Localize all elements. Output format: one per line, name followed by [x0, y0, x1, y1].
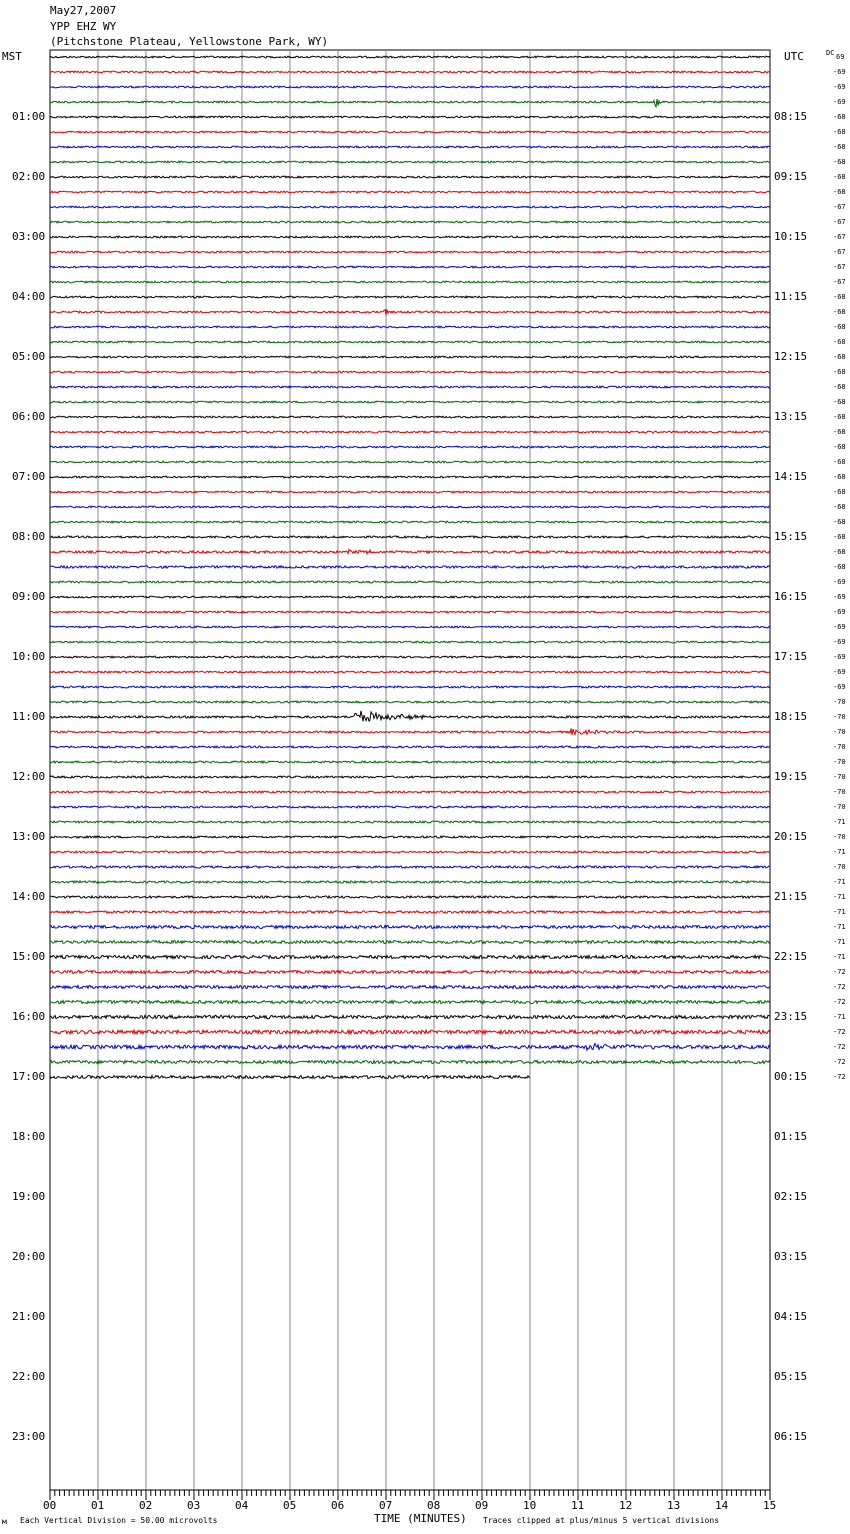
- trace-61: [50, 955, 770, 958]
- trace-16: [50, 281, 770, 283]
- trace-42: [50, 671, 770, 673]
- utc-axis-label: UTC: [784, 50, 804, 63]
- x-tick-label: 11: [571, 1499, 585, 1512]
- dc-offset-label: -71: [833, 923, 846, 931]
- utc-hour-label: 22:15: [774, 950, 808, 963]
- mst-hour-label: 15:00: [12, 950, 46, 963]
- trace-11: [50, 206, 770, 208]
- x-tick-label: 12: [619, 1499, 633, 1512]
- trace-37: [50, 596, 770, 598]
- chart-location: (Pitchstone Plateau, Yellowstone Park, WY): [50, 35, 329, 48]
- x-tick-label: 06: [331, 1499, 345, 1512]
- dc-offset-label: -68: [833, 143, 846, 151]
- dc-offset-label: -68: [833, 158, 846, 166]
- trace-20: [50, 341, 770, 343]
- trace-22: [50, 371, 770, 373]
- dc-offset-label: -67: [833, 263, 846, 271]
- trace-27: [50, 446, 770, 448]
- mst-hour-label: 06:00: [12, 410, 46, 423]
- trace-50: [50, 791, 770, 793]
- trace-8: [50, 161, 770, 163]
- trace-24: [50, 401, 770, 403]
- mst-hour-label: 23:00: [12, 1430, 46, 1443]
- utc-hour-label: 21:15: [774, 890, 808, 903]
- dc-offset-label: -67: [833, 278, 846, 286]
- utc-hour-label: 10:15: [774, 230, 808, 243]
- clip-note: Traces clipped at plus/minus 5 vertical divisions: [483, 1516, 720, 1525]
- trace-54: [50, 851, 770, 853]
- trace-34: [50, 549, 770, 553]
- dc-offset-label: -72: [833, 1073, 846, 1081]
- trace-52: [50, 821, 770, 823]
- utc-hour-label: 17:15: [774, 650, 808, 663]
- dc-offset-label: -70: [833, 803, 846, 811]
- dc-offset-label: -72: [833, 998, 846, 1006]
- trace-65: [50, 1015, 770, 1018]
- plot-frame: [50, 50, 770, 1490]
- trace-28: [50, 461, 770, 463]
- dc-offset-label: -68: [833, 113, 846, 121]
- utc-hour-label: 06:15: [774, 1430, 808, 1443]
- dc-offset-label: -68: [833, 443, 846, 451]
- dc-offset-label: -68: [833, 563, 846, 571]
- trace-30: [50, 491, 770, 493]
- mst-hour-label: 08:00: [12, 530, 46, 543]
- dc-offset-label: -69: [833, 623, 846, 631]
- trace-68: [50, 1060, 770, 1063]
- dc-offset-label: -72: [833, 1043, 846, 1051]
- dc-offset-label: -68: [833, 398, 846, 406]
- corner-mark: м: [2, 1517, 7, 1526]
- trace-58: [50, 911, 770, 913]
- dc-offset-label: -70: [833, 788, 846, 796]
- mst-hour-label: 01:00: [12, 110, 46, 123]
- trace-7: [50, 146, 770, 148]
- trace-2: [50, 71, 770, 73]
- dc-offset-label: 69: [836, 53, 845, 61]
- dc-offset-label: -68: [833, 548, 846, 556]
- dc-offset-label: -72: [833, 983, 846, 991]
- trace-31: [50, 506, 770, 508]
- trace-56: [50, 881, 770, 883]
- trace-48: [50, 761, 770, 763]
- trace-9: [50, 176, 770, 178]
- x-tick-label: 05: [283, 1499, 297, 1512]
- chart-date: May27,2007: [50, 4, 117, 17]
- dc-offset-label: -70: [833, 863, 846, 871]
- dc-offset-label: -71: [833, 908, 846, 916]
- utc-hour-label: 20:15: [774, 830, 808, 843]
- x-tick-label: 10: [523, 1499, 537, 1512]
- mst-hour-label: 21:00: [12, 1310, 46, 1323]
- dc-axis-label: DC: [826, 49, 835, 57]
- utc-hour-label: 05:15: [774, 1370, 808, 1383]
- trace-1: [50, 56, 770, 58]
- mst-hour-label: 02:00: [12, 170, 46, 183]
- trace-67: [50, 1044, 770, 1051]
- trace-4: [50, 99, 770, 107]
- trace-49: [50, 776, 770, 778]
- dc-offset-label: -69: [833, 668, 846, 676]
- dc-offset-label: -71: [833, 953, 846, 961]
- dc-offset-label: -68: [833, 353, 846, 361]
- trace-29: [50, 476, 770, 478]
- utc-hour-label: 19:15: [774, 770, 808, 783]
- x-axis-title: TIME (MINUTES): [374, 1512, 467, 1525]
- dc-offset-label: -68: [833, 458, 846, 466]
- trace-26: [50, 431, 770, 433]
- dc-offset-label: -68: [833, 518, 846, 526]
- trace-40: [50, 641, 770, 643]
- dc-offset-label: -71: [833, 1013, 846, 1021]
- dc-offset-label: -69: [833, 683, 846, 691]
- mst-hour-label: 22:00: [12, 1370, 46, 1383]
- trace-17: [50, 296, 770, 298]
- trace-66: [50, 1030, 770, 1034]
- dc-offset-label: -72: [833, 1058, 846, 1066]
- trace-3: [50, 86, 770, 88]
- trace-53: [50, 836, 770, 838]
- trace-59: [50, 926, 770, 929]
- trace-55: [50, 866, 770, 868]
- dc-offset-label: -69: [833, 68, 846, 76]
- dc-offset-label: -68: [833, 383, 846, 391]
- trace-21: [50, 356, 770, 358]
- trace-45: [50, 711, 770, 722]
- utc-hour-label: 15:15: [774, 530, 808, 543]
- dc-offset-label: -68: [833, 308, 846, 316]
- dc-offset-label: -71: [833, 893, 846, 901]
- utc-hour-label: 04:15: [774, 1310, 808, 1323]
- x-tick-label: 01: [91, 1499, 105, 1512]
- dc-offset-label: -67: [833, 233, 846, 241]
- trace-51: [50, 806, 770, 808]
- mst-hour-label: 19:00: [12, 1190, 46, 1203]
- mst-hour-label: 18:00: [12, 1130, 46, 1143]
- dc-offset-label: -69: [833, 83, 846, 91]
- utc-hour-label: 08:15: [774, 110, 808, 123]
- mst-hour-label: 14:00: [12, 890, 46, 903]
- dc-offset-label: -67: [833, 218, 846, 226]
- trace-33: [50, 536, 770, 538]
- x-tick-label: 00: [43, 1499, 57, 1512]
- dc-offset-label: -69: [833, 578, 846, 586]
- dc-offset-label: -67: [833, 248, 846, 256]
- dc-offset-label: -69: [833, 653, 846, 661]
- dc-offset-label: -68: [833, 533, 846, 541]
- trace-10: [50, 191, 770, 193]
- mst-hour-label: 03:00: [12, 230, 46, 243]
- x-tick-label: 14: [715, 1499, 729, 1512]
- dc-offset-label: -71: [833, 878, 846, 886]
- trace-32: [50, 521, 770, 523]
- dc-offset-label: -70: [833, 758, 846, 766]
- dc-offset-label: -69: [833, 593, 846, 601]
- trace-5: [50, 116, 770, 118]
- dc-offset-label: -70: [833, 773, 846, 781]
- trace-60: [50, 941, 770, 944]
- utc-hour-label: 09:15: [774, 170, 808, 183]
- dc-offset-label: -68: [833, 428, 846, 436]
- trace-38: [50, 611, 770, 613]
- utc-hour-label: 11:15: [774, 290, 808, 303]
- trace-47: [50, 746, 770, 748]
- dc-offset-label: -70: [833, 833, 846, 841]
- scale-note: Each Vertical Division = 50.00 microvolts: [20, 1516, 218, 1525]
- utc-hour-label: 14:15: [774, 470, 808, 483]
- trace-6: [50, 131, 770, 133]
- chart-station: YPP EHZ WY: [50, 20, 117, 33]
- trace-63: [50, 986, 770, 989]
- dc-offset-label: -72: [833, 968, 846, 976]
- trace-13: [50, 236, 770, 238]
- trace-39: [50, 626, 770, 628]
- x-tick-label: 07: [379, 1499, 393, 1512]
- trace-57: [50, 896, 770, 898]
- dc-offset-label: -72: [833, 1028, 846, 1036]
- mst-hour-label: 05:00: [12, 350, 46, 363]
- mst-hour-label: 10:00: [12, 650, 46, 663]
- trace-62: [50, 971, 770, 974]
- trace-41: [50, 656, 770, 658]
- mst-hour-label: 07:00: [12, 470, 46, 483]
- x-tick-label: 13: [667, 1499, 681, 1512]
- x-tick-label: 08: [427, 1499, 441, 1512]
- dc-offset-label: -69: [833, 608, 846, 616]
- trace-43: [50, 686, 770, 688]
- trace-23: [50, 386, 770, 388]
- trace-64: [50, 1000, 770, 1003]
- mst-hour-label: 16:00: [12, 1010, 46, 1023]
- x-tick-label: 15: [763, 1499, 777, 1512]
- dc-offset-label: -68: [833, 503, 846, 511]
- trace-36: [50, 581, 770, 583]
- trace-19: [50, 326, 770, 328]
- mst-hour-label: 17:00: [12, 1070, 46, 1083]
- trace-12: [50, 221, 770, 223]
- utc-hour-label: 13:15: [774, 410, 808, 423]
- utc-hour-label: 02:15: [774, 1190, 808, 1203]
- x-tick-label: 03: [187, 1499, 201, 1512]
- dc-offset-label: -67: [833, 203, 846, 211]
- dc-offset-label: -68: [833, 413, 846, 421]
- dc-offset-label: -70: [833, 698, 846, 706]
- trace-46: [50, 729, 770, 736]
- dc-offset-label: -68: [833, 323, 846, 331]
- dc-offset-label: -68: [833, 188, 846, 196]
- dc-offset-label: -68: [833, 173, 846, 181]
- utc-hour-label: 00:15: [774, 1070, 808, 1083]
- trace-44: [50, 701, 770, 703]
- utc-hour-label: 18:15: [774, 710, 808, 723]
- dc-offset-label: -68: [833, 368, 846, 376]
- utc-hour-label: 23:15: [774, 1010, 808, 1023]
- dc-offset-label: -69: [833, 98, 846, 106]
- trace-35: [50, 566, 770, 568]
- utc-hour-label: 16:15: [774, 590, 808, 603]
- mst-axis-label: MST: [2, 50, 22, 63]
- x-tick-label: 02: [139, 1499, 153, 1512]
- dc-offset-label: -69: [833, 638, 846, 646]
- dc-offset-label: -68: [833, 338, 846, 346]
- x-tick-label: 09: [475, 1499, 489, 1512]
- dc-offset-label: -71: [833, 848, 846, 856]
- utc-hour-label: 01:15: [774, 1130, 808, 1143]
- dc-offset-label: -68: [833, 128, 846, 136]
- mst-hour-label: 12:00: [12, 770, 46, 783]
- dc-offset-label: -70: [833, 728, 846, 736]
- mst-hour-label: 13:00: [12, 830, 46, 843]
- dc-offset-label: -70: [833, 743, 846, 751]
- utc-hour-label: 03:15: [774, 1250, 808, 1263]
- x-tick-label: 04: [235, 1499, 249, 1512]
- trace-25: [50, 416, 770, 418]
- dc-offset-label: -71: [833, 938, 846, 946]
- trace-15: [50, 266, 770, 268]
- mst-hour-label: 04:00: [12, 290, 46, 303]
- dc-offset-label: -68: [833, 488, 846, 496]
- dc-offset-label: -71: [833, 818, 846, 826]
- mst-hour-label: 20:00: [12, 1250, 46, 1263]
- dc-offset-label: -68: [833, 293, 846, 301]
- trace-14: [50, 251, 770, 253]
- dc-offset-label: -70: [833, 713, 846, 721]
- trace-18: [50, 310, 770, 316]
- mst-hour-label: 11:00: [12, 710, 46, 723]
- dc-offset-label: -68: [833, 473, 846, 481]
- utc-hour-label: 12:15: [774, 350, 808, 363]
- mst-hour-label: 09:00: [12, 590, 46, 603]
